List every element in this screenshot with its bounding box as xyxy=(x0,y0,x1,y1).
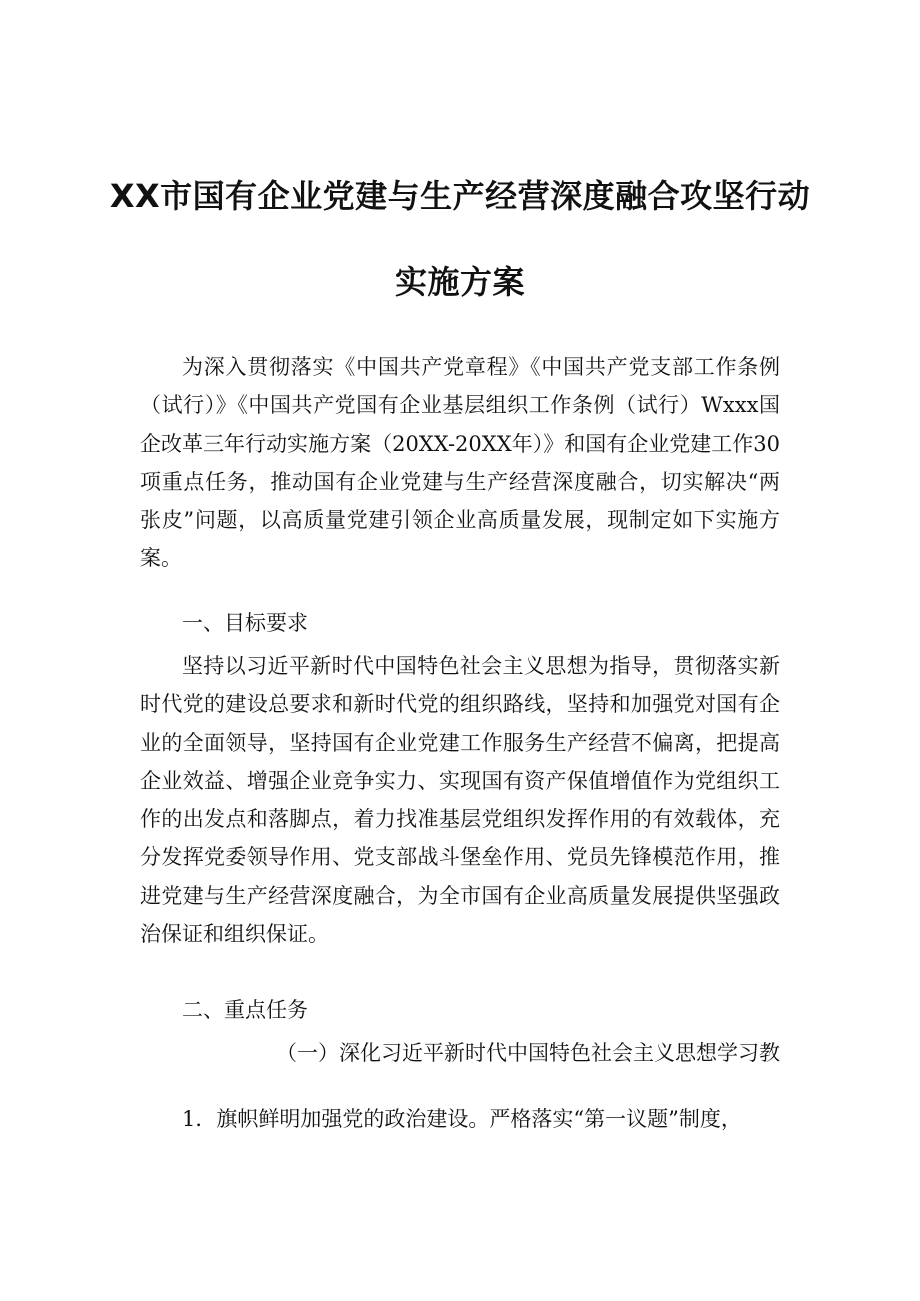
document-title-line1: XX市国有企业党建与生产经营深度融合攻坚行动 xyxy=(109,177,811,216)
section-heading-goals: 一、目标要求 xyxy=(182,611,308,635)
subsection-heading-1: （一）深化习近平新时代中国特色社会主义思想学习教 xyxy=(276,1041,780,1065)
goals-paragraph: 坚持以习近平新时代中国特色社会主义思想为指导，贯彻落实新时代党的建设总要求和新时代党的组织路线，坚持和加强党对国有企业的全面领导，坚持国有企业党建工作服务生产经营不偏离，把提高企业效益、增强企业竞争实力、实现国有资产保值增值作为党组织工作的出发点和落脚点，着力找准基层党组织发挥作用的有效载体，充分发挥党委领导作用、党支部战斗堡垒作用、党员先锋模范作用，推进党建与生产经营深度融合，为全市国有企业高质量发展提供坚强政治保证和组织保证。 xyxy=(140,654,780,947)
intro-paragraph: 为深入贯彻落实《中国共产党章程》《中国共产党支部工作条例（试行）》《中国共产党国有企业基层组织工作条例（试行）Wxxx国企改革三年行动实施方案（20XX-20XX年）》和国有企业党建工作30项重点任务，推动国有企业党建与生产经营深度融合，切实解决“两张皮”问题，以高质量党建引领企业高质量发展，现制定如下实施方案。 xyxy=(140,355,780,571)
task-item-1: 1．旗帜鲜明加强党的政治建设。严格落实“第一议题”制度， xyxy=(182,1107,742,1131)
document-title-line2: 实施方案 xyxy=(394,263,525,302)
section-heading-key-tasks: 二、重点任务 xyxy=(182,998,308,1022)
